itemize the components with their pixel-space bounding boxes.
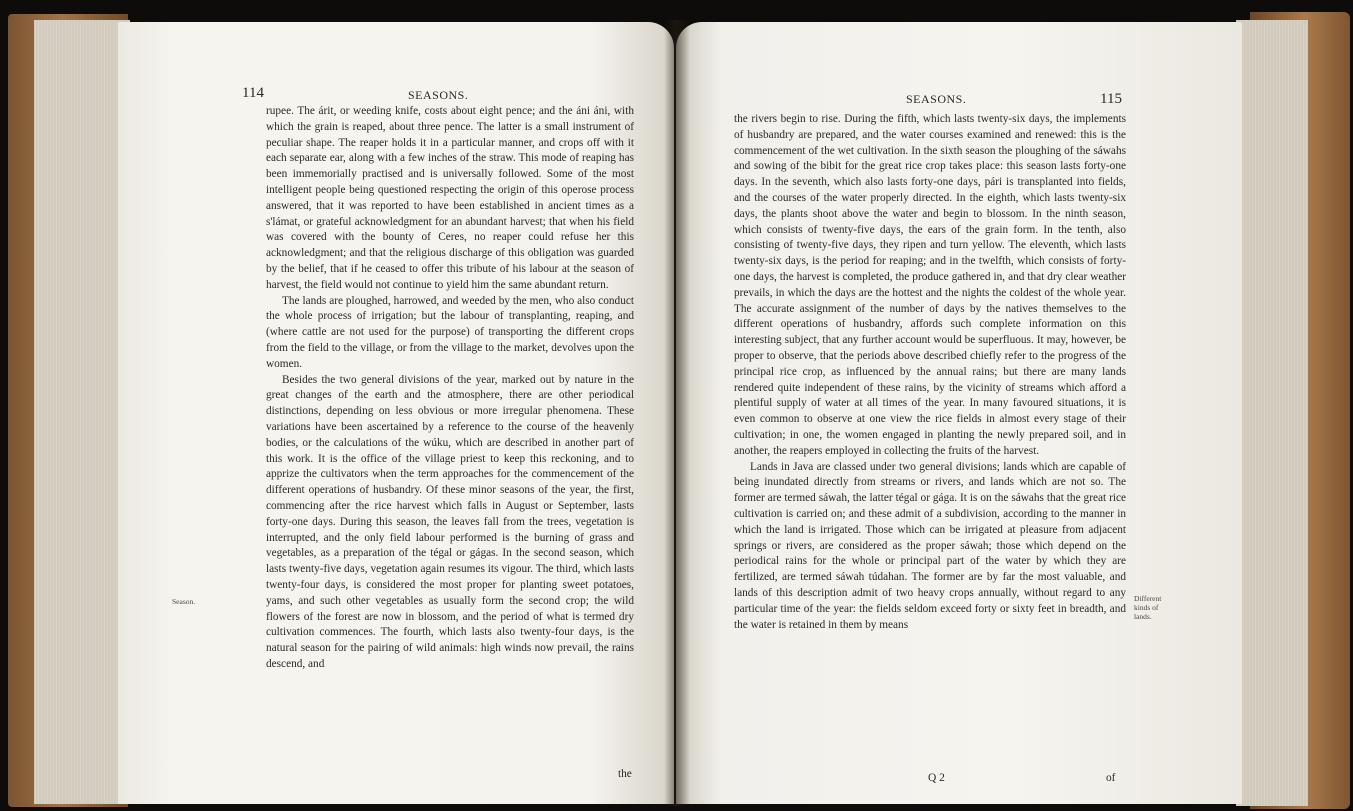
paragraph: rupee. The árit, or weeding knife, costs about eight pence; and the áni áni, with which the grain is reaped, about three pence. The latter is a small instrument of peculiar shape. The reaper holds it in a particular manner, and crops off with it each separate ear, along with a few inches of the straw. This mode of reaping has been immemorially practised and is universally followed. Some of the most intelligent people being questioned respecting the origin of this operose process answered, that it was reported to have been established in ancient times as a s'lámat, or grateful acknowledgment for an abundant harvest; that when his field was covered with the bounty of Ceres, no reaper could refuse her this acknowledgment; and that the religious discharge of this obligation was guarded by the belief, that if he ceased to offer this tribute of his labour at the season of harvest, the field would not continue to yield him the same abundant return. [266,105,634,291]
catchword: of [1106,772,1116,784]
right-page [676,22,1242,804]
paragraph: the rivers begin to rise. During the fifth, which lasts twenty-six days, the implements of husbandry are prepared, and the water courses examined and renewed: this is the commencement of the wet cultivation. In the sixth season the ploughing of the sáwahs and sowing of the bibit for the great rice crop takes place: this season lasts forty-one days. In the seventh, which also lasts forty-one days, pári is transplanted into fields, and the courses of the water properly directed. In the eighth, which lasts twenty-six days, the plants shoot above the water and begin to blossom. In the ninth season, which consists of twenty-five days, the ears of the grain form. In the tenth, also consisting of twenty-five days, they ripen and turn yellow. The eleventh, which lasts twenty-six days, is the period for reaping; and in the twelfth, which consists of forty-one days, the harvest is completed, the produce gathered in, and that dry clear weather prevails, in which the days are the hottest and the nights the coldest of the whole year. The accurate assignment of the number of days by the natives themselves to the different operations of husbandry, affords such complete information on this interesting subject, that any further account would be superfluous. It may, however, be proper to observe, that the periods above described chiefly refer to the progress of the principal rice crop, as influenced by the annual rains; but there are many lands rendered quite independent of these rains, by the vicinity of streams which afford a plentiful supply of water at all times of the year. In many favoured situations, it is even common to observe at one view the rice fields in almost every stage of their cultivation; in one, the women engaged in planting the newly prepared soil, and in another, the reapers employed in collecting the fruits of the harvest. [734,113,1126,457]
running-header: SEASONS. [408,88,469,102]
margin-note: Different kinds of lands. [1134,594,1162,621]
page-edges-left [34,20,130,804]
page-number: 115 [1100,91,1122,107]
signature-mark: Q 2 [928,772,945,784]
page-number: 114 [242,85,264,101]
page-edges-right [1236,20,1308,806]
left-page [118,22,674,804]
paragraph: The lands are ploughed, harrowed, and weeded by the men, who also conduct the whole process of irrigation; but the labour of transplanting, reaping, and (where cattle are not used for the purpose) of transporting the different crops from the field to the village, or from the village to the market, devolves upon the women. [266,294,634,370]
paragraph: Lands in Java are classed under two general divisions; lands which are capable of being inundated directly from streams or rivers, and lands which are not so. The former are termed sáwah, the latter tégal or gága. It is on the sáwahs that the great rice cultivation is carried on; and these admit of a subdivision, according to the manner in which the land is irrigated. Those which can be irrigated at pleasure from adjacent springs or rivers, are considered as the proper sáwah; those which depend on the periodical rains for the whole or principal part of the water by which they are fertilized, are termed sáwah túdahan. The former are by far the most valuable, and lands of this description admit of two heavy crops annually, without regard to any particular time of the year: the fields seldom exceed forty or sixty feet in breadth, and the water is retained in them by means [734,460,1126,631]
body-text [734,112,1126,633]
book-gutter [664,20,690,806]
margin-note: Season. [172,597,196,606]
body-text [266,104,634,673]
running-header: SEASONS. [906,92,967,106]
catchword: the [618,768,632,780]
paragraph: Besides the two general divisions of the year, marked out by nature in the great changes of the earth and the atmosphere, there are other periodical distinctions, depending on less obvious or more irregular phenomena. These variations have been ascertained by a reference to the course of the heavenly bodies, or the calculations of the wúku, which are described in another part of this work. It is the office of the village priest to keep this reckoning, and to apprize the cultivators when the term approaches for the commencement of the different operations of husbandry. Of these minor seasons of the year, the first, commencing after the rice harvest which falls in August or September, lasts forty-one days. During this season, the leaves fall from the trees, vegetation is interrupted, and the only field labour performed is the burning of grass and vegetables, as a preparation of the tégal or gágas. In the second season, which lasts twenty-five days, vegetation again resumes its vigour. The third, which lasts twenty-four days, is considered the most proper for planting sweet potatoes, yams, and such other vegetables as usually form the second crop; the wild flowers of the forest are now in blossom, and the period of what is termed dry cultivation commences. The fourth, which lasts also twenty-four days, is the natural season for the pairing of wild animals: high winds now prevail, the rains descend, and [266,373,634,670]
